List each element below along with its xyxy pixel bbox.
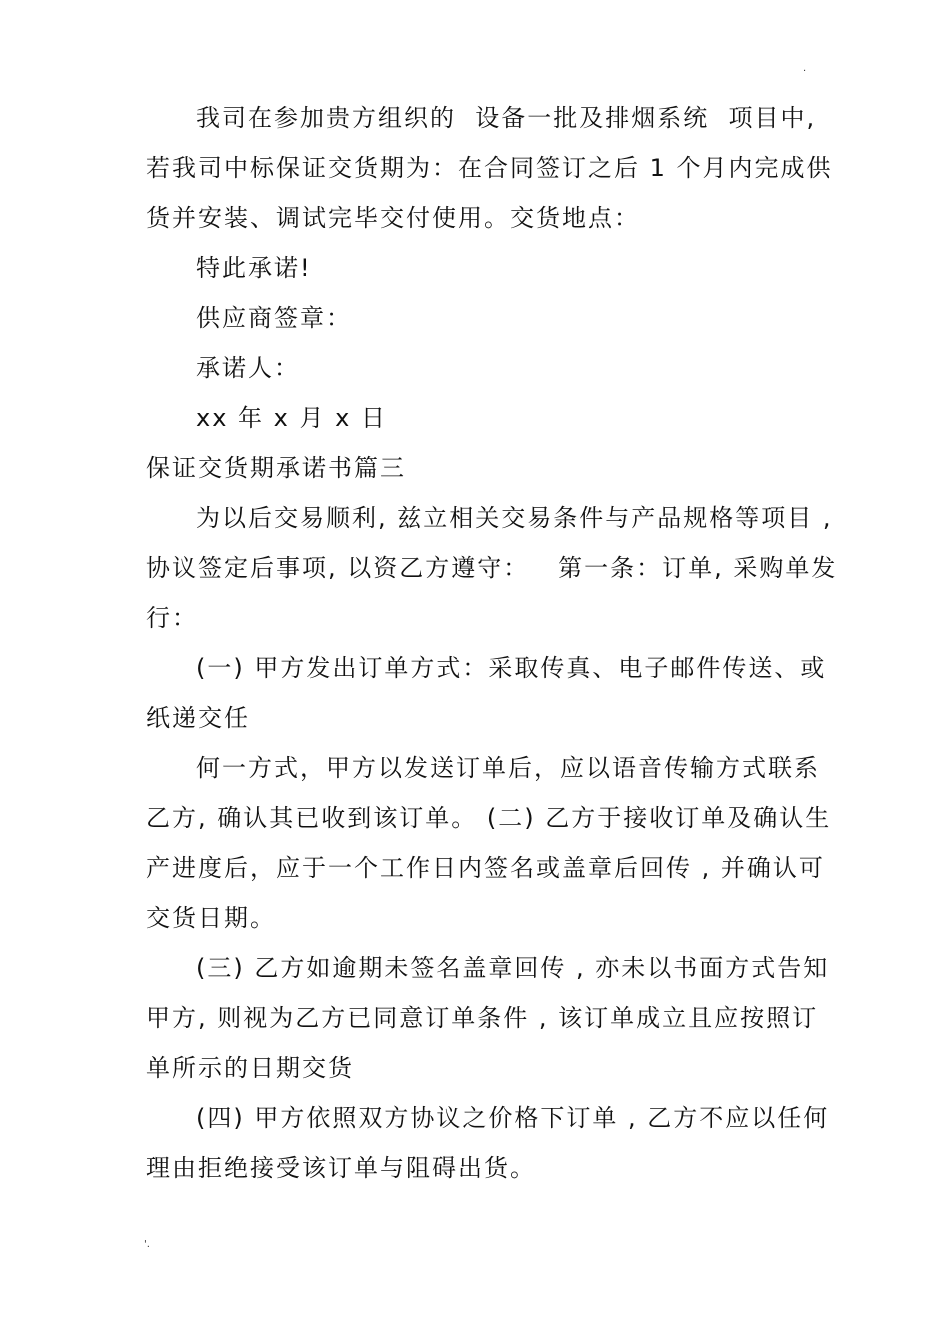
paragraph-line: xx 年 x 月 x 日 [196, 404, 387, 432]
paragraph-line: 纸递交任 [146, 704, 250, 732]
paragraph-line: 货并安装、调试完毕交付使用。交货地点： [146, 204, 640, 232]
paragraph-line: 产进度后，应于一个工作日内签名或盖章后回传 , 并确认可 [146, 854, 825, 882]
paragraph-line: 供应商签章： [196, 304, 352, 332]
paragraph-line: 单所示的日期交货 [146, 1054, 354, 1082]
paragraph-line: (一) 甲方发出订单方式：采取传真、电子邮件传送、或 [196, 654, 827, 682]
paragraph-line: 特此承诺! [196, 254, 312, 282]
paragraph-line: 协议签定后事项, 以资乙方遵守： 第一条：订单, 采购单发 [146, 554, 838, 582]
paragraph-line: 乙方, 确认其已收到该订单。 (二) 乙方于接收订单及确认生 [146, 804, 832, 832]
paragraph-line: 我司在参加贵方组织的 设备一批及排烟系统 项目中, [196, 104, 817, 132]
paragraph-line: 为以后交易顺利, 兹立相关交易条件与产品规格等项目 , [196, 504, 833, 532]
paragraph-line: 若我司中标保证交货期为：在合同签订之后 1 个月内完成供 [146, 154, 833, 182]
paragraph-line: 承诺人： [196, 354, 300, 382]
paragraph-line: 交货日期。 [146, 904, 276, 932]
paragraph-line: (四) 甲方依照双方协议之价格下订单 , 乙方不应以任何 [196, 1104, 830, 1132]
paragraph-line: 何一方式，甲方以发送订单后，应以语音传输方式联系 [196, 754, 820, 782]
paragraph-line: (三) 乙方如逾期未签名盖章回传 , 亦未以书面方式告知 [196, 954, 830, 982]
paragraph-line: 理由拒绝接受该订单与阻碍出货。 [146, 1154, 536, 1182]
paragraph-line: 甲方, 则视为乙方已同意订单条件 , 该订单成立且应按照订 [146, 1004, 819, 1032]
header-mark: . [803, 63, 807, 74]
paragraph-line: 行： [146, 604, 198, 632]
section-heading: 保证交货期承诺书篇三 [146, 454, 406, 482]
footer-mark: '. [144, 1239, 150, 1250]
